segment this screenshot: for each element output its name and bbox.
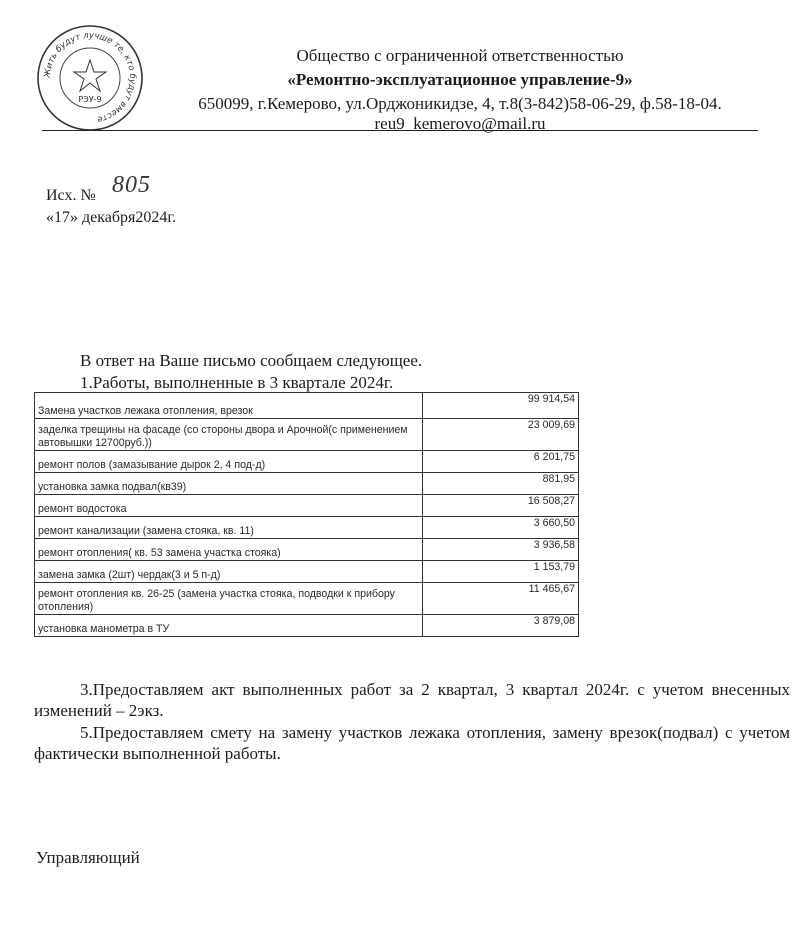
work-amount: 16 508,27 (423, 495, 579, 517)
table-row (35, 393, 579, 419)
work-name: ремонт отопления( кв. 53 замена участка стояка) (35, 539, 423, 561)
company-seal (34, 22, 146, 134)
work-name: замена замка (2шт) чердак(3 и 5 п-д) (35, 561, 423, 583)
work-name: установка манометра в ТУ (35, 615, 423, 637)
paragraph-5: 5.Предоставляем смету на замену участков лежака отопления, замену врезок(подвал) с учетом фактически выполненной работы. (34, 723, 790, 763)
svg-text:Жить будут лучше те, кто будут: Жить будут лучше те, кто будут вместе (42, 30, 138, 125)
work-amount: 3 660,50 (423, 517, 579, 539)
work-amount: 6 201,75 (423, 451, 579, 473)
table-row (35, 539, 579, 561)
table-row (35, 495, 579, 517)
work-name: установка замка подвал(кв39) (35, 473, 423, 495)
work-amount: 11 465,67 (423, 583, 579, 615)
table-row (35, 473, 579, 495)
outgoing-date: «17» декабря2024г. (46, 209, 177, 226)
outgoing-label: Исх. № (46, 187, 96, 204)
work-amount: 99 914,54 (423, 393, 579, 419)
work-name: ремонт канализации (замена стояка, кв. 11) (35, 517, 423, 539)
outgoing-number: 805 (112, 172, 151, 198)
table-row (35, 615, 579, 637)
table-row (35, 517, 579, 539)
works-table (34, 392, 579, 637)
table-row (35, 451, 579, 473)
work-amount: 1 153,79 (423, 561, 579, 583)
work-name: ремонт водостока (35, 495, 423, 517)
table-row (35, 561, 579, 583)
work-amount: 881,95 (423, 473, 579, 495)
paragraph-3: 3.Предоставляем акт выполненных работ за 2 квартал, 3 квартал 2024г. с учетом внесенных изменений – 2экз. (34, 680, 790, 720)
org-type: Общество с ограниченной ответственностью (296, 46, 624, 65)
org-name: «Ремонтно-эксплуатационное управление-9» (287, 70, 633, 89)
works-title: 1.Работы, выполненные в 3 квартале 2024г. (80, 373, 394, 392)
intro-text: В ответ на Ваше письмо сообщаем следующее. (80, 351, 423, 370)
svg-text:РЭУ-9: РЭУ-9 (78, 95, 102, 104)
table-row (35, 419, 579, 451)
org-email: reu9_kemerovo@mail.ru (374, 114, 546, 133)
signature-title: Управляющий (36, 848, 140, 867)
work-amount: 3 879,08 (423, 615, 579, 637)
work-amount: 23 009,69 (423, 419, 579, 451)
header-divider (42, 130, 758, 131)
work-name: заделка трещины на фасаде (со стороны двора и Арочной(с применением автовышки 12700руб.)) (35, 419, 423, 451)
work-name: ремонт отопления кв. 26-25 (замена участка стояка, подводки к прибору отопления) (35, 583, 423, 615)
table-row (35, 583, 579, 615)
work-amount: 3 936,58 (423, 539, 579, 561)
org-address: 650099, г.Кемерово, ул.Орджоникидзе, 4, т.8(3-842)58-06-29, ф.58-18-04. (198, 94, 722, 113)
work-name: Замена участков лежака отопления, врезок (35, 393, 423, 419)
work-name: ремонт полов (замазывание дырок 2, 4 под-д) (35, 451, 423, 473)
